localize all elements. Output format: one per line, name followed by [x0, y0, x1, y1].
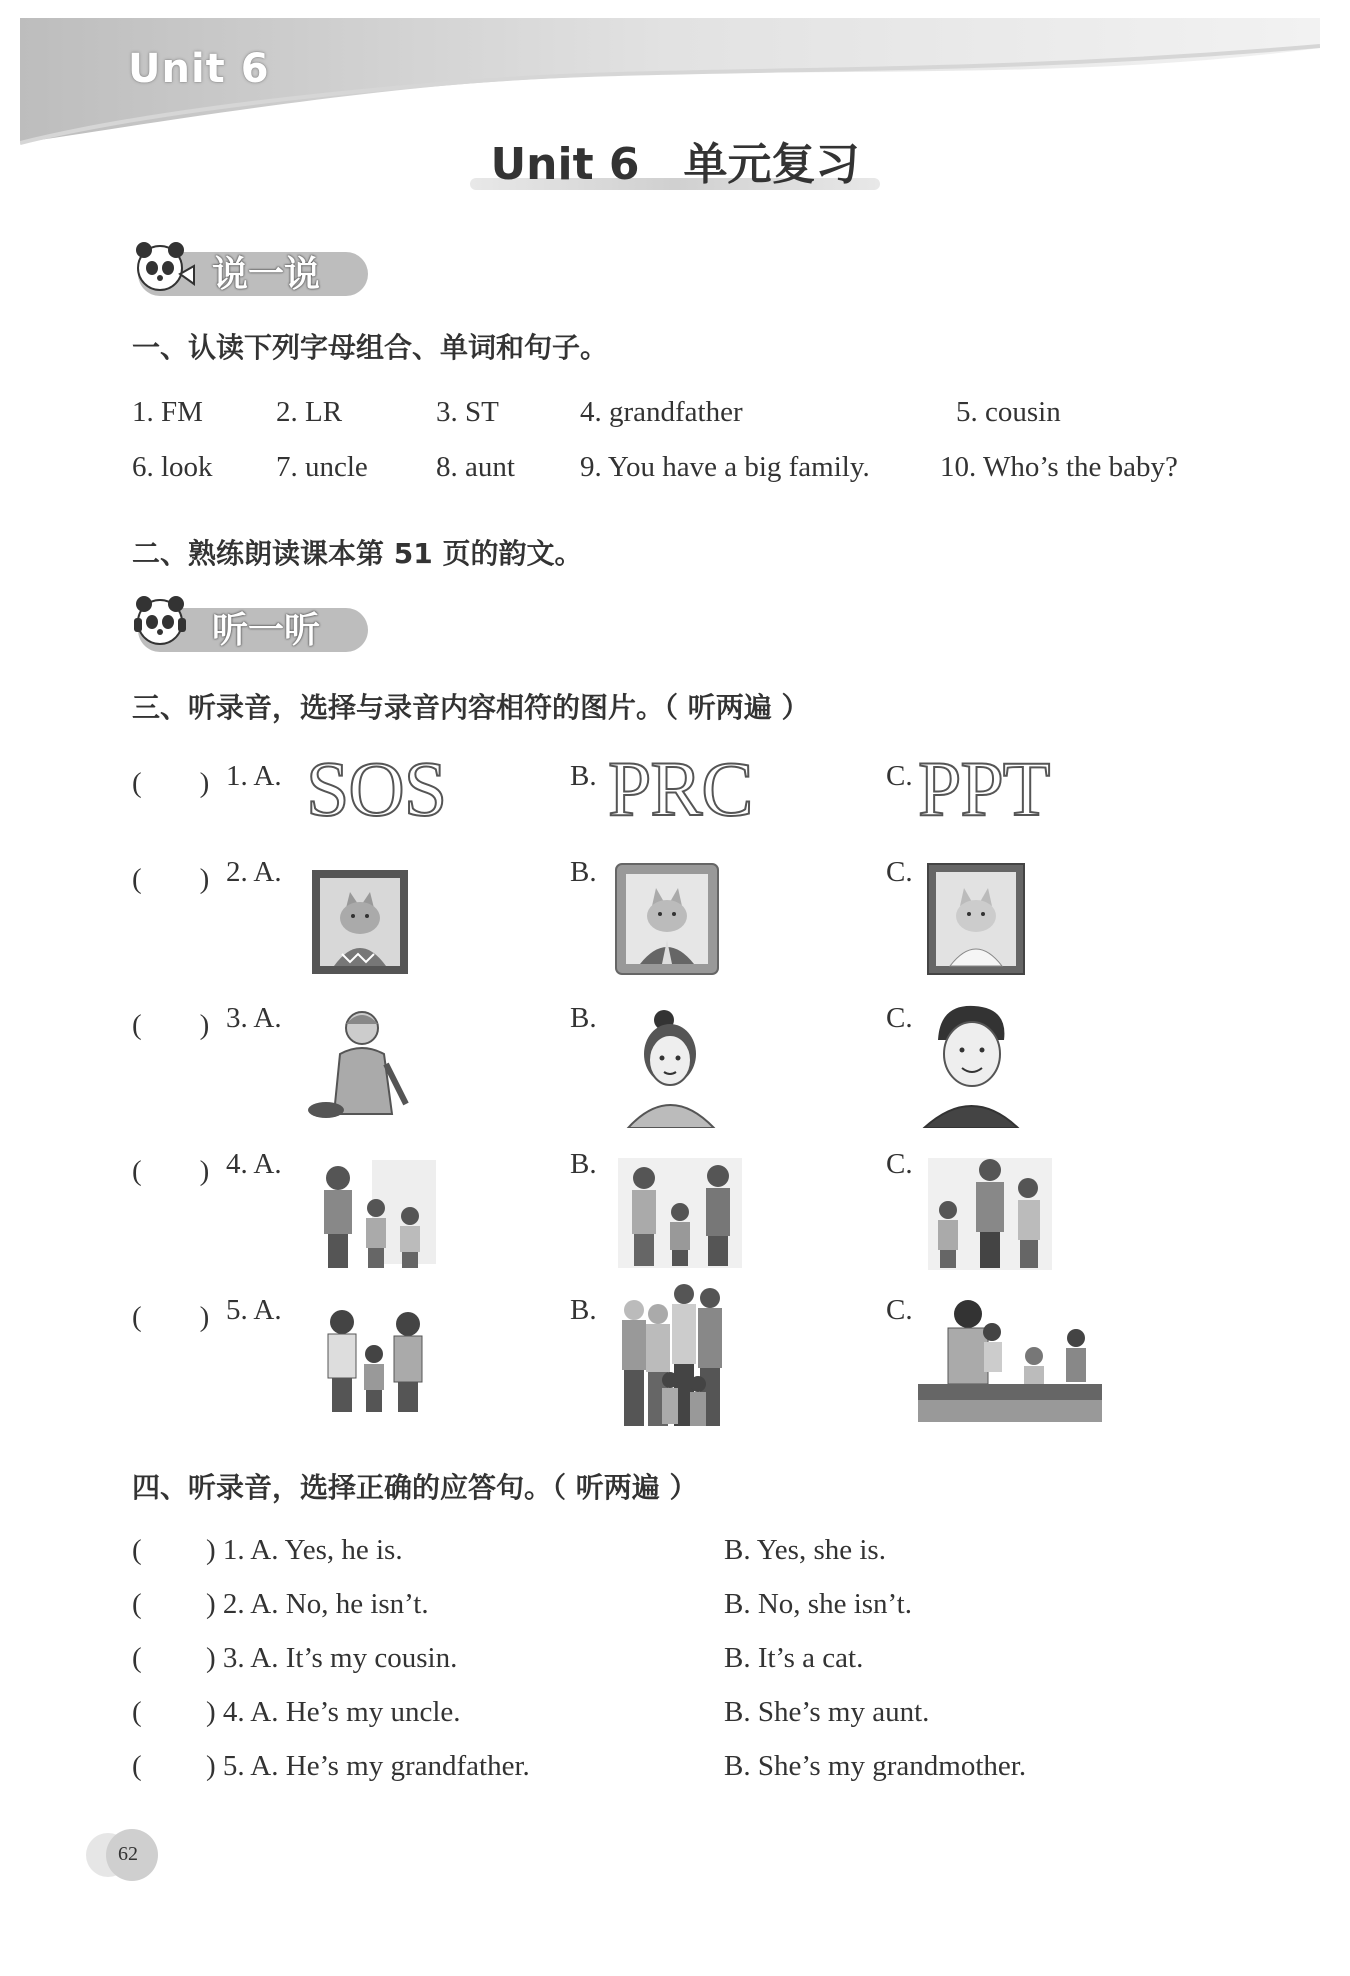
q4-row1-option-a: ) 1. A. Yes, he is. — [206, 1534, 403, 1566]
picture-classroom — [918, 1298, 1102, 1422]
q3-row1-c-label: C. — [886, 760, 913, 792]
q3-row2-label: 2. A. — [226, 856, 282, 888]
answer-blank[interactable]: ( — [132, 1534, 142, 1566]
answer-blank[interactable]: ( — [132, 1750, 142, 1782]
picture-family-group-a — [312, 1160, 436, 1268]
q1-item-3: 3. ST — [436, 396, 499, 428]
q3-row5-c-label: C. — [886, 1294, 913, 1326]
answer-blank[interactable]: ( — [132, 1588, 142, 1620]
q3-row2-c-label: C. — [886, 856, 913, 888]
q4-row4-option-a: ) 4. A. He’s my uncle. — [206, 1696, 461, 1728]
answer-blank[interactable]: ( ) — [132, 767, 210, 799]
q3-row4-b-label: B. — [570, 1148, 597, 1180]
q3-row3-label: 3. A. — [226, 1002, 282, 1034]
picture-grandmother — [306, 1004, 416, 1128]
q1-heading: 一、认读下列字母组合、单词和句子。 — [132, 331, 609, 364]
q2-heading: 二、熟练朗读课本第 51 页的韵文。 — [132, 537, 583, 570]
picture-young-man — [918, 1000, 1022, 1128]
q4-row4-option-b: B. She’s my aunt. — [724, 1696, 930, 1728]
q4-row5-option-b: B. She’s my grandmother. — [724, 1750, 1027, 1782]
q3-row4-label: 4. A. — [226, 1148, 282, 1180]
q4-heading: 四、听录音，选择正确的应答句。（ 听两遍 ） — [132, 1471, 698, 1504]
q3-row2-b-label: B. — [570, 856, 597, 888]
listen-tag-label: 听一听 — [212, 610, 321, 651]
q4-row3-option-a: ) 3. A. It’s my cousin. — [206, 1642, 458, 1674]
q1-item-9: 9. You have a big family. — [580, 451, 870, 483]
q3-row4-c-label: C. — [886, 1148, 913, 1180]
picture-family-group-c — [928, 1158, 1052, 1270]
answer-blank[interactable]: ( ) — [132, 1301, 210, 1333]
answer-blank[interactable]: ( ) — [132, 1009, 210, 1041]
q1-item-6: 6. look — [132, 451, 213, 483]
q3-row3-b-label: B. — [570, 1002, 597, 1034]
q3-row3-c-label: C. — [886, 1002, 913, 1034]
speak-tag-label: 说一说 — [212, 254, 321, 295]
portrait-cat-shirt — [926, 862, 1026, 976]
q1-item-2: 2. LR — [276, 396, 343, 428]
picture-family-group-b — [618, 1158, 742, 1268]
q1-item-5: 5. cousin — [956, 396, 1061, 428]
q3-row5-b-label: B. — [570, 1294, 597, 1326]
unit-tag: Unit 6 — [128, 46, 270, 92]
q4-row5-option-a: ) 5. A. He’s my grandfather. — [206, 1750, 530, 1782]
answer-blank[interactable]: ( — [132, 1696, 142, 1728]
q1-item-10: 10. Who’s the baby? — [940, 451, 1178, 483]
q4-row2-option-a: ) 2. A. No, he isn’t. — [206, 1588, 429, 1620]
q1-item-4: 4. grandfather — [580, 396, 743, 428]
picture-woman — [620, 1010, 722, 1128]
portrait-cat-sweater — [310, 868, 410, 976]
q1-item-7: 7. uncle — [276, 451, 368, 483]
picture-small-family — [318, 1308, 430, 1412]
q3-row1-option-a: SOS — [306, 745, 447, 832]
answer-blank[interactable]: ( ) — [132, 863, 210, 895]
q3-row1-b-label: B. — [570, 760, 597, 792]
answer-blank[interactable]: ( — [132, 1642, 142, 1674]
q3-row5-label: 5. A. — [226, 1294, 282, 1326]
portrait-cat-suit — [614, 862, 720, 976]
q3-row1-option-b: PRC — [608, 745, 753, 832]
picture-big-family — [614, 1284, 730, 1432]
q4-row3-option-b: B. It’s a cat. — [724, 1642, 864, 1674]
page-number: 62 — [118, 1843, 138, 1865]
q3-row1-label: 1. A. — [226, 760, 282, 792]
page-title: Unit 6 单元复习 — [490, 139, 860, 190]
answer-blank[interactable]: ( ) — [132, 1155, 210, 1187]
q4-row1-option-b: B. Yes, she is. — [724, 1534, 886, 1566]
q1-item-1: 1. FM — [132, 396, 203, 428]
q3-heading: 三、听录音，选择与录音内容相符的图片。（ 听两遍 ） — [132, 691, 810, 724]
q1-item-8: 8. aunt — [436, 451, 515, 483]
q3-row1-option-c: PPT — [918, 745, 1050, 832]
q4-row2-option-b: B. No, she isn’t. — [724, 1588, 912, 1620]
